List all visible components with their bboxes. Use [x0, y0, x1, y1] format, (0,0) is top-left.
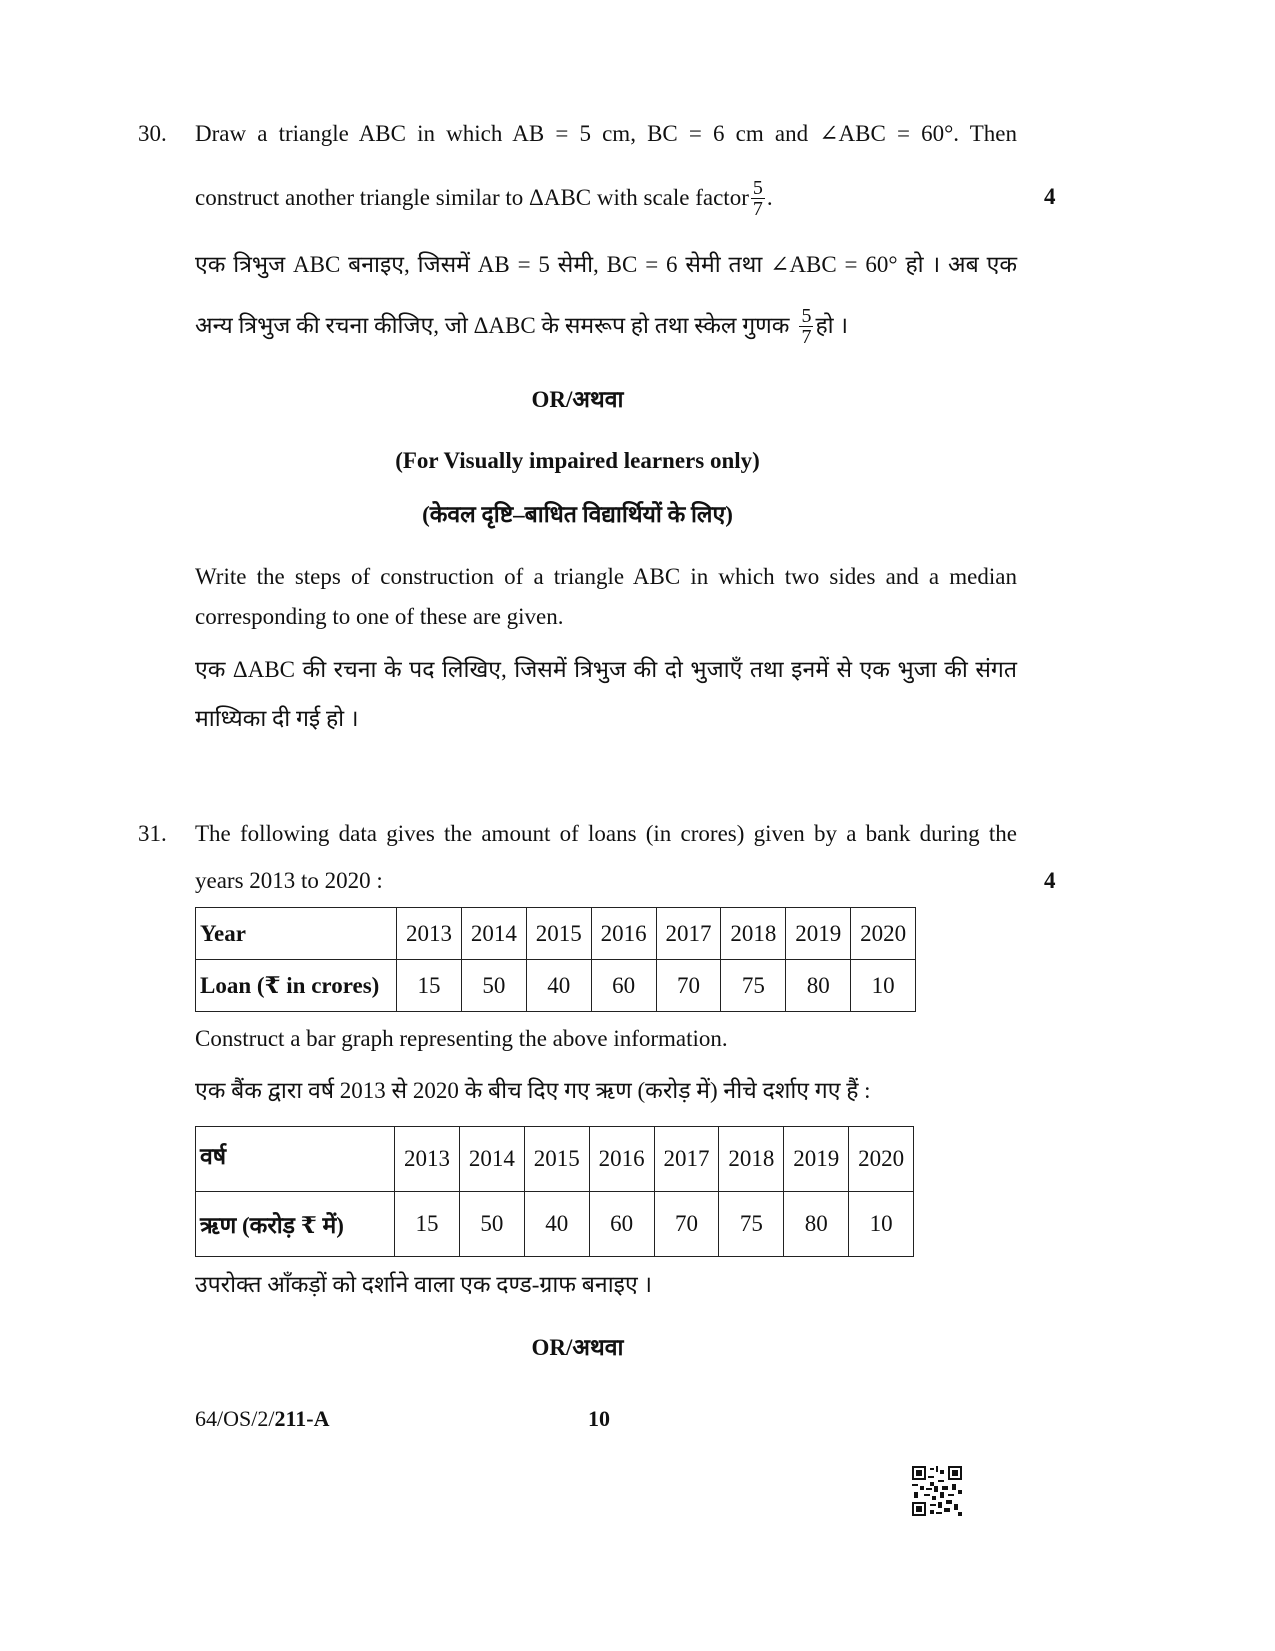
- q31-english-instruction: Construct a bar graph representing the above information.: [195, 1026, 728, 1051]
- loan-cell: 50: [461, 960, 526, 1012]
- year-cell: 2013: [395, 1127, 460, 1192]
- q30-marks: 4: [1044, 184, 1056, 209]
- table-header-year-hindi: वर्ष: [196, 1127, 395, 1192]
- loan-table-hindi: [195, 1126, 914, 1257]
- year-cell: 2013: [397, 908, 462, 960]
- year-cell: 2014: [459, 1127, 524, 1192]
- paper-code-set: 211-A: [274, 1406, 330, 1431]
- q31-english-line-2: years 2013 to 2020 :: [195, 868, 383, 893]
- q30-hindi-line-2: [195, 298, 848, 354]
- table-row: [196, 960, 916, 1012]
- q30-english-line-2-text: construct another triangle similar to ΔABC with scale factor: [195, 185, 749, 210]
- visually-impaired-note-hindi: (केवल दृष्टि–बाधित विद्यार्थियों के लिए): [422, 502, 733, 527]
- scale-factor-fraction-hindi: [799, 306, 813, 347]
- loan-cell: 70: [656, 960, 721, 1012]
- table-header-loan: Loan (₹ in crores): [196, 960, 397, 1012]
- table-row: [196, 908, 916, 960]
- year-cell: 2016: [591, 908, 656, 960]
- q30-alt-english-line-2: corresponding to one of these are given.: [195, 604, 564, 629]
- q30-alt-hindi-line-2: माध्यिका दी गई हो ।: [195, 706, 359, 731]
- loan-cell: 10: [849, 1192, 914, 1257]
- fraction-numerator: 5: [801, 304, 812, 327]
- scale-factor-fraction: [751, 178, 765, 219]
- loan-cell: 15: [397, 960, 462, 1012]
- table-row: [196, 1192, 914, 1257]
- q30-or-separator: OR/अथवा: [531, 387, 624, 412]
- q31-hindi-instruction: उपरोक्त आँकड़ों को दर्शाने वाला एक दण्ड-ग्राफ बनाइए ।: [195, 1272, 653, 1297]
- q30-hindi-line-2-text: अन्य त्रिभुज की रचना कीजिए, जो ΔABC के समरूप हो तथा स्केल गुणक: [195, 313, 790, 338]
- fraction-denominator: 7: [801, 325, 812, 348]
- q30-hindi-line-1: एक त्रिभुज ABC बनाइए, जिसमें AB = 5 सेमी, BC = 6 सेमी तथा ∠ABC = 60° हो । अब एक: [195, 252, 1017, 277]
- loan-cell: 80: [786, 960, 851, 1012]
- year-cell: 2018: [721, 908, 786, 960]
- q31-or-separator: OR/अथवा: [531, 1335, 624, 1360]
- fraction-numerator: 5: [752, 176, 763, 199]
- loan-cell: 40: [524, 1192, 589, 1257]
- q30-english-line-2: [195, 170, 773, 226]
- paper-code: [195, 1405, 329, 1433]
- loan-cell: 10: [851, 960, 916, 1012]
- loan-table-english: [195, 907, 916, 1012]
- loan-cell: 75: [719, 1192, 784, 1257]
- year-cell: 2017: [656, 908, 721, 960]
- question-31-number: 31.: [138, 821, 167, 846]
- q30-alt-english-line-1: Write the steps of construction of a triangle ABC in which two sides and a median: [195, 564, 1017, 589]
- year-cell: 2019: [786, 908, 851, 960]
- q31-english-line-1: The following data gives the amount of loans (in crores) given by a bank during the: [195, 821, 1017, 846]
- loan-cell: 40: [526, 960, 591, 1012]
- q30-hindi-line-2-end: हो ।: [815, 313, 849, 338]
- loan-cell: 60: [589, 1192, 654, 1257]
- loan-cell: 80: [784, 1192, 849, 1257]
- q30-alt-hindi-line-1: एक ΔABC की रचना के पद लिखिए, जिसमें त्रिभुज की दो भुजाएँ तथा इनमें से एक भुजा की संगत: [195, 657, 1017, 682]
- year-cell: 2015: [526, 908, 591, 960]
- year-cell: 2019: [784, 1127, 849, 1192]
- year-cell: 2015: [524, 1127, 589, 1192]
- loan-cell: 75: [721, 960, 786, 1012]
- table-header-loan-hindi: ऋण (करोड़ ₹ में): [196, 1192, 395, 1257]
- paper-code-prefix: 64/OS/2/: [195, 1406, 275, 1431]
- loan-cell: 70: [654, 1192, 719, 1257]
- q30-english-line-2-end: .: [766, 185, 773, 210]
- year-cell: 2020: [851, 908, 916, 960]
- q30-english-line-1: Draw a triangle ABC in which AB = 5 cm, BC = 6 cm and ∠ABC = 60°. Then: [195, 121, 1017, 146]
- page-number: 10: [588, 1406, 610, 1431]
- q31-hindi-intro: एक बैंक द्वारा वर्ष 2013 से 2020 के बीच दिए गए ऋण (करोड़ में) नीचे दर्शाए गए हैं :: [195, 1078, 871, 1103]
- loan-cell: 50: [459, 1192, 524, 1257]
- q31-marks: 4: [1044, 868, 1056, 893]
- year-cell: 2018: [719, 1127, 784, 1192]
- table-row: [196, 1127, 914, 1192]
- year-cell: 2016: [589, 1127, 654, 1192]
- loan-cell: 15: [395, 1192, 460, 1257]
- loan-cell: 60: [591, 960, 656, 1012]
- fraction-denominator: 7: [752, 197, 763, 220]
- year-cell: 2017: [654, 1127, 719, 1192]
- visually-impaired-note-english: (For Visually impaired learners only): [395, 448, 760, 473]
- question-30-number: 30.: [138, 121, 167, 146]
- year-cell: 2020: [849, 1127, 914, 1192]
- qr-code-icon: [912, 1466, 962, 1516]
- table-header-year: Year: [196, 908, 397, 960]
- year-cell: 2014: [461, 908, 526, 960]
